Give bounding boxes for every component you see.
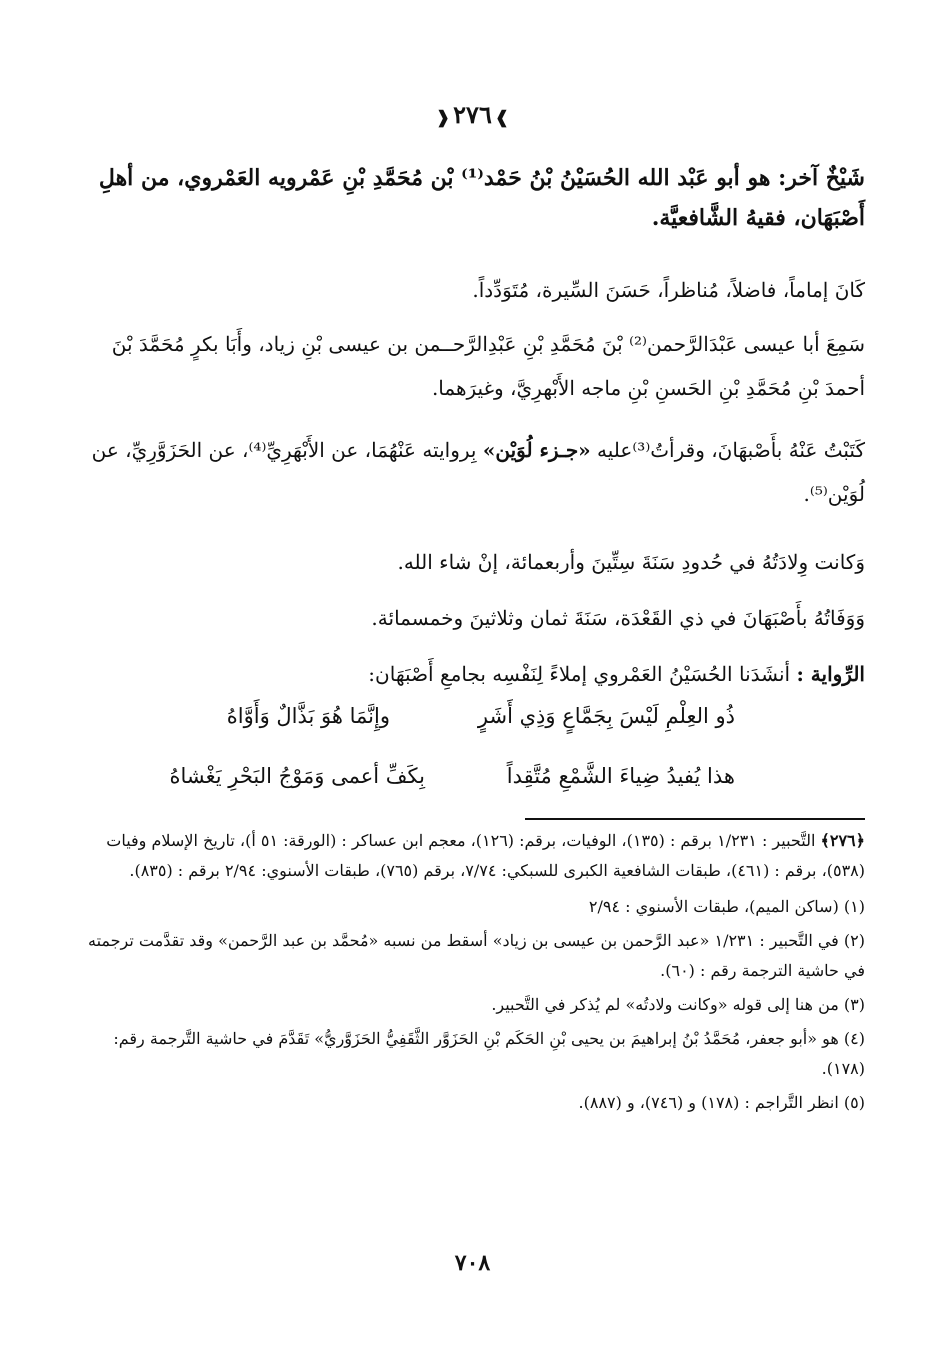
page-number: ٧٠٨ <box>454 1250 491 1276</box>
book-title: «جـزء لُوَيْن» <box>482 438 591 462</box>
paragraph-description: كَانَ إماماً، فاضلاً، مُناظراً، حَسَنَ السِّيرة، مُتَوَدِّداً. <box>472 278 865 302</box>
footnote-source-label: ﴿٢٧٦﴾ <box>820 831 865 850</box>
footnote-sources <box>80 826 865 886</box>
footnote-1: (١) (ساكن الميم)، طبقات الأسنوي : ٢/٩٤ <box>588 897 865 916</box>
footnote-source-text: التَّحبير : ١/٢٣١ برقم : (١٣٥)، الوفيات، برقم: (١٢٦)، معجم ابن عساكر : (الورقة: ٥١ أ)، تاريخ الإسلام وفيات (٥٣٨)، برقم : (٤٦١)، طبقات الشافعية الكبرى للسبكي: ٧/٧٤، برقم (٧٦٥)، طبقات الأسنوي: ٢/٩٤ برقم : (٨٣٥). <box>106 831 865 880</box>
verse-1-first-hemistich: ذُو العِلْمِ لَيْسَ بِجَمَّاعٍ وَذِي أَشَرٍ <box>477 704 735 728</box>
paragraph-narration <box>82 652 865 696</box>
verse-1-second-hemistich: وإِنَّمَا هُوَ بَذَّالٌ وَأَوَّاهُ <box>226 704 390 728</box>
footnote-4: (٤) هو «أبو جعفر، مُحَمَّدُ بْنُ إبراهيمَ بن يحيى بْنِ الحَكَم بْنِ الحَزَوَّر الثَّقَفِيُّ الحَزَوَّريُّ» تَقَدَّمَ في حاشية التَّرجمة رقم: (١٧٨). <box>113 1029 865 1078</box>
ornament-left-icon: ❰ <box>435 108 451 128</box>
paragraph-reading <box>82 428 865 516</box>
verse-2-first-hemistich: هذا يُفيدُ ضِياءَ الشَّمْعِ مُتَّقِداً <box>506 764 735 788</box>
ornament-right-icon: ❱ <box>494 108 510 128</box>
paragraph-birth: وَكانت وِلادَتُهُ في حُدودِ سَنَةَ سِتِّينَ وأربعمائة، إنْ شاء الله. <box>397 550 865 574</box>
footnote-divider <box>525 818 865 820</box>
paragraph-teachers: سَمِعَ أبا عيسى عَبْدَالرَّحمن⁽²⁾ بْنَ مُحَمَّدِ بْنِ عَبْدِالرَّحــمن بن عيسى بْنِ زياد، وأَبَا بكرٍ مُحَمَّدَ بْنَ أحمدَ بْنِ مُحَمَّدِ بْنِ الحَسنِ بْنِ ماجه الأَبْهرِيَّ، وغيرَهما. <box>111 332 865 400</box>
paragraph-reading-pre: كَتَبْتُ عَنْهُ بأَصْبهَانَ، وقرأتُ⁽³⁾عليه <box>590 438 865 462</box>
entry-number <box>0 100 945 129</box>
footnote-2: (٢) في التَّحبير : ١/٢٣١ «عبد الرَّحمن بن عيسى بن زياد» أسقط من نسبه «مُحمَّد بن عبد الرَّحمن» وقد تقدَّمت ترجمته في حاشية الترجمة رقم : (٦٠). <box>88 931 865 980</box>
verse-2-second-hemistich: بِكَفِّ أعمى وَمَوْجُ البَحْرِ يَغْشاهُ <box>169 764 425 788</box>
footnote-3: (٣) من هنا إلى قوله «وكانت ولادتُه» لم يُذكر في التَّحبير. <box>491 995 865 1014</box>
paragraph-reading-post: بِروايته عَنْهُمَا، عن الأَبْهَرِيِّ⁽⁴⁾، عن الحَزَوَّرِيِّ، عن لُوَيْن⁽⁵⁾. <box>91 438 865 506</box>
footnotes <box>80 826 865 1122</box>
narration-label: الرِّواية : <box>796 662 865 686</box>
entry-number-text: ٢٧٦ <box>453 100 492 129</box>
footnote-5: (٥) انظر التَّراجم : (١٧٨) و (٧٤٦)، و (٨٨٧). <box>578 1093 865 1112</box>
narration-text: أنشَدَنا الحُسَيْنُ العَمْروي إملاءً لِنَفْسِه بجامعِ أَصْبَهَان: <box>368 662 797 686</box>
entry-title: شَيْخٌ آخر: هو أبو عَبْد الله الحُسَيْنُ بْنُ حَمْد⁽¹⁾ بْن مُحَمَّدِ بْنِ عَمْرويه العَمْروي، من أهلِ أَصْبَهَان، فقيهُ الشَّافعيَّة. <box>98 165 865 231</box>
paragraph-death: وَوَفَاتُهُ بأَصْبَهَانَ في ذي القَعْدَة، سَنَةَ ثمان وثلاثينَ وخمسمائة. <box>371 606 865 630</box>
